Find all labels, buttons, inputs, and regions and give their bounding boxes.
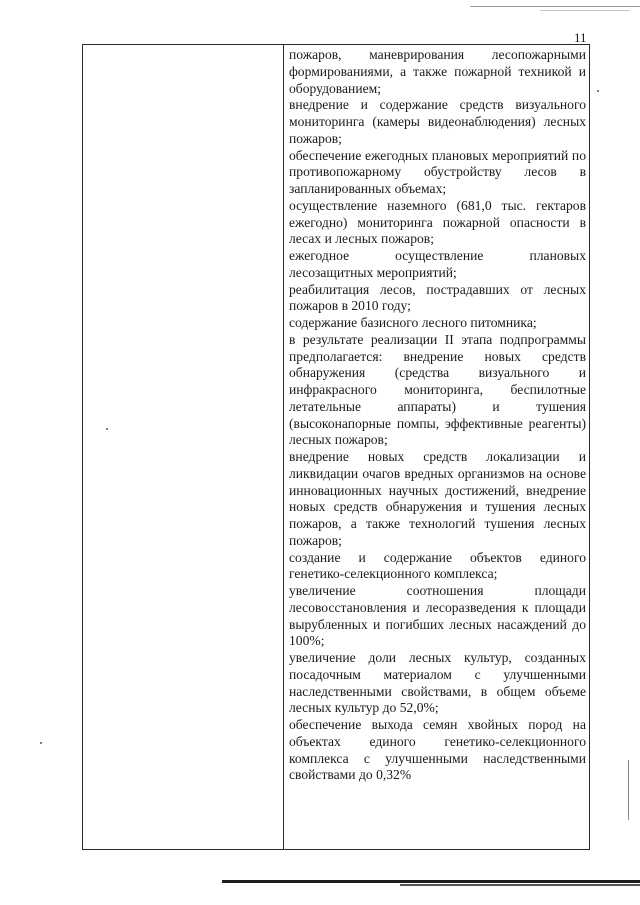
paragraph: внедрение новых средств локализации и ликвидации очагов вредных организмов на основе инновационных научных достижений, внедрение новых средств обнаружения и тушения лесных пожаров, а также технологий тушения лесных пожаров; — [289, 449, 586, 548]
paragraph: реабилитация лесов, пострадавших от лесных пожаров в 2010 году; — [289, 281, 586, 314]
paragraph: увеличение доли лесных культур, созданных посадочным материалом с улучшенными наследственными свойствами, в общем объеме лесных культур до 52,0%; — [289, 650, 586, 716]
paragraph: увеличение соотношения площади лесовосстановления и лесоразведения к площади вырубленных и погибших лесных насаждений до 100%; — [289, 583, 586, 649]
scan-edge-line — [470, 6, 640, 7]
scan-edge-line — [540, 10, 630, 11]
paragraph: пожаров, маневрирования лесопожарными формированиями, а также пожарной техникой и оборудованием; — [289, 47, 586, 96]
page-number: 11 — [574, 30, 587, 45]
scan-edge-mark — [628, 760, 629, 820]
paragraph: содержание базисного лесного питомника; — [289, 315, 537, 330]
paragraph: ежегодное осуществление плановых лесозащитных мероприятий; — [289, 248, 586, 280]
paragraph: в результате реализации II этапа подпрограммы предполагается: внедрение новых средств обнаружения (средства визуального и инфракрасного мониторинга, беспилотные летательные аппараты) и тушения (высоконапорные помпы, эффективные реагенты) лесных пожаров; — [289, 331, 586, 448]
scan-speck — [106, 428, 108, 430]
paragraph: внедрение и содержание средств визуального мониторинга (камеры видеонаблюдения) лесных пожаров; — [289, 97, 586, 146]
scan-edge-line — [222, 880, 640, 883]
document-table — [82, 44, 590, 850]
table-cell-left — [83, 45, 284, 850]
paragraph: осуществление наземного (681,0 тыс. гектаров ежегодно) мониторинга пожарной опасности в лесах и лесных пожаров; — [289, 197, 586, 247]
scan-edge-line — [400, 884, 640, 886]
table-row — [83, 45, 590, 850]
cell-text — [284, 45, 589, 784]
paragraph: обеспечение выхода семян хвойных пород на объектах единого генетико-селекционного комплекса с улучшенными наследственными свойствами до 0,32% — [289, 717, 586, 783]
scan-speck — [40, 742, 42, 744]
table-cell-right — [284, 45, 590, 850]
scan-speck — [597, 90, 599, 92]
paragraph: обеспечение ежегодных плановых мероприятий по противопожарному обустройству лесов в запланированных объемах; — [289, 147, 586, 196]
paragraph: создание и содержание объектов единого генетико-селекционного комплекса; — [289, 549, 586, 582]
